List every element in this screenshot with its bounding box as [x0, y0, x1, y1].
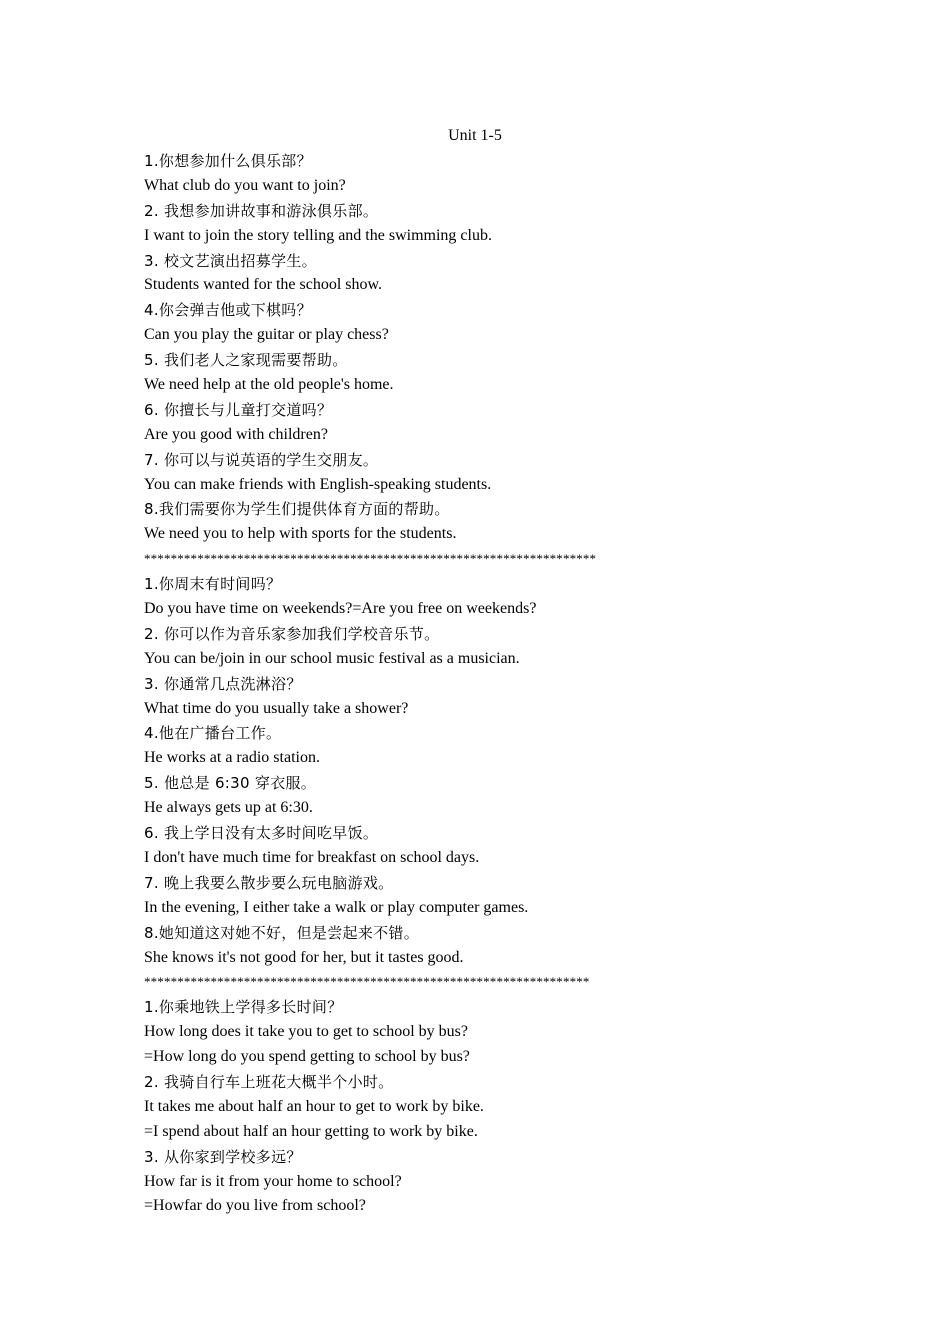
- english-sentence: Students wanted for the school show.: [144, 276, 383, 294]
- chinese-sentence: 4.你会弹吉他或下棋吗？: [144, 301, 312, 320]
- english-sentence: We need you to help with sports for the students.: [144, 525, 457, 543]
- chinese-sentence: 8.她知道这对她不好，但是尝起来不错。: [144, 923, 420, 942]
- english-sentence: Do you have time on weekends?=Are you free on weekends?: [144, 600, 537, 618]
- chinese-sentence: 3. 校文艺演出招募学生。: [144, 251, 317, 270]
- english-sentence: We need help at the old people's home.: [144, 376, 394, 394]
- chinese-sentence: 3. 你通常几点洗淋浴？: [144, 674, 302, 693]
- chinese-sentence: 5. 他总是 6:30 穿衣服。: [144, 774, 317, 793]
- english-sentence: In the evening, I either take a walk or play computer games.: [144, 898, 529, 916]
- chinese-sentence: 7. 晚上我要么散步要么玩电脑游戏。: [144, 873, 394, 892]
- chinese-sentence: 8.我们需要你为学生们提供体育方面的帮助。: [144, 500, 450, 519]
- section-separator: ********************************************************************: [144, 551, 597, 567]
- english-sentence: I don't have much time for breakfast on school days.: [144, 848, 480, 866]
- chinese-sentence: 7. 你可以与说英语的学生交朋友。: [144, 450, 379, 469]
- chinese-sentence: 6. 你擅长与儿童打交道吗？: [144, 400, 333, 419]
- english-sentence: You can make friends with English-speaking students.: [144, 475, 492, 493]
- chinese-sentence: 2. 你可以作为音乐家参加我们学校音乐节。: [144, 624, 440, 643]
- chinese-sentence: 5. 我们老人之家现需要帮助。: [144, 351, 348, 370]
- chinese-sentence: 2. 我想参加讲故事和游泳俱乐部。: [144, 201, 379, 220]
- chinese-sentence: 3. 从你家到学校多远？: [144, 1147, 302, 1166]
- section-separator: *******************************************************************: [144, 974, 590, 990]
- english-sentence: What club do you want to join?: [144, 176, 346, 194]
- english-sentence: She knows it's not good for her, but it tastes good.: [144, 948, 464, 966]
- english-sentence: He works at a radio station.: [144, 749, 320, 767]
- document-body: [144, 149, 904, 1219]
- english-sentence: =I spend about half an hour getting to work by bike.: [144, 1122, 478, 1140]
- chinese-sentence: 1.你周末有时间吗？: [144, 575, 282, 594]
- english-sentence: Are you good with children?: [144, 425, 328, 443]
- chinese-sentence: 1.你乘地铁上学得多长时间？: [144, 998, 343, 1017]
- chinese-sentence: 2. 我骑自行车上班花大概半个小时。: [144, 1072, 394, 1091]
- english-sentence: It takes me about half an hour to get to work by bike.: [144, 1097, 484, 1115]
- chinese-sentence: 6. 我上学日没有太多时间吃早饭。: [144, 824, 379, 843]
- chinese-sentence: 1.你想参加什么俱乐部？: [144, 152, 312, 170]
- english-sentence: How long does it take you to get to school by bus?: [144, 1023, 468, 1041]
- document-title: Unit 1-5: [448, 127, 502, 144]
- english-sentence: =Howfar do you live from school?: [144, 1197, 366, 1215]
- english-sentence: What time do you usually take a shower?: [144, 699, 409, 717]
- english-sentence: You can be/join in our school music festival as a musician.: [144, 649, 520, 667]
- chinese-sentence: 4.他在广播台工作。: [144, 724, 282, 743]
- english-sentence: Can you play the guitar or play chess?: [144, 326, 389, 344]
- english-sentence: =How long do you spend getting to school by bus?: [144, 1048, 470, 1066]
- english-sentence: He always gets up at 6:30.: [144, 799, 313, 817]
- english-sentence: I want to join the story telling and the swimming club.: [144, 226, 492, 244]
- english-sentence: How far is it from your home to school?: [144, 1172, 402, 1190]
